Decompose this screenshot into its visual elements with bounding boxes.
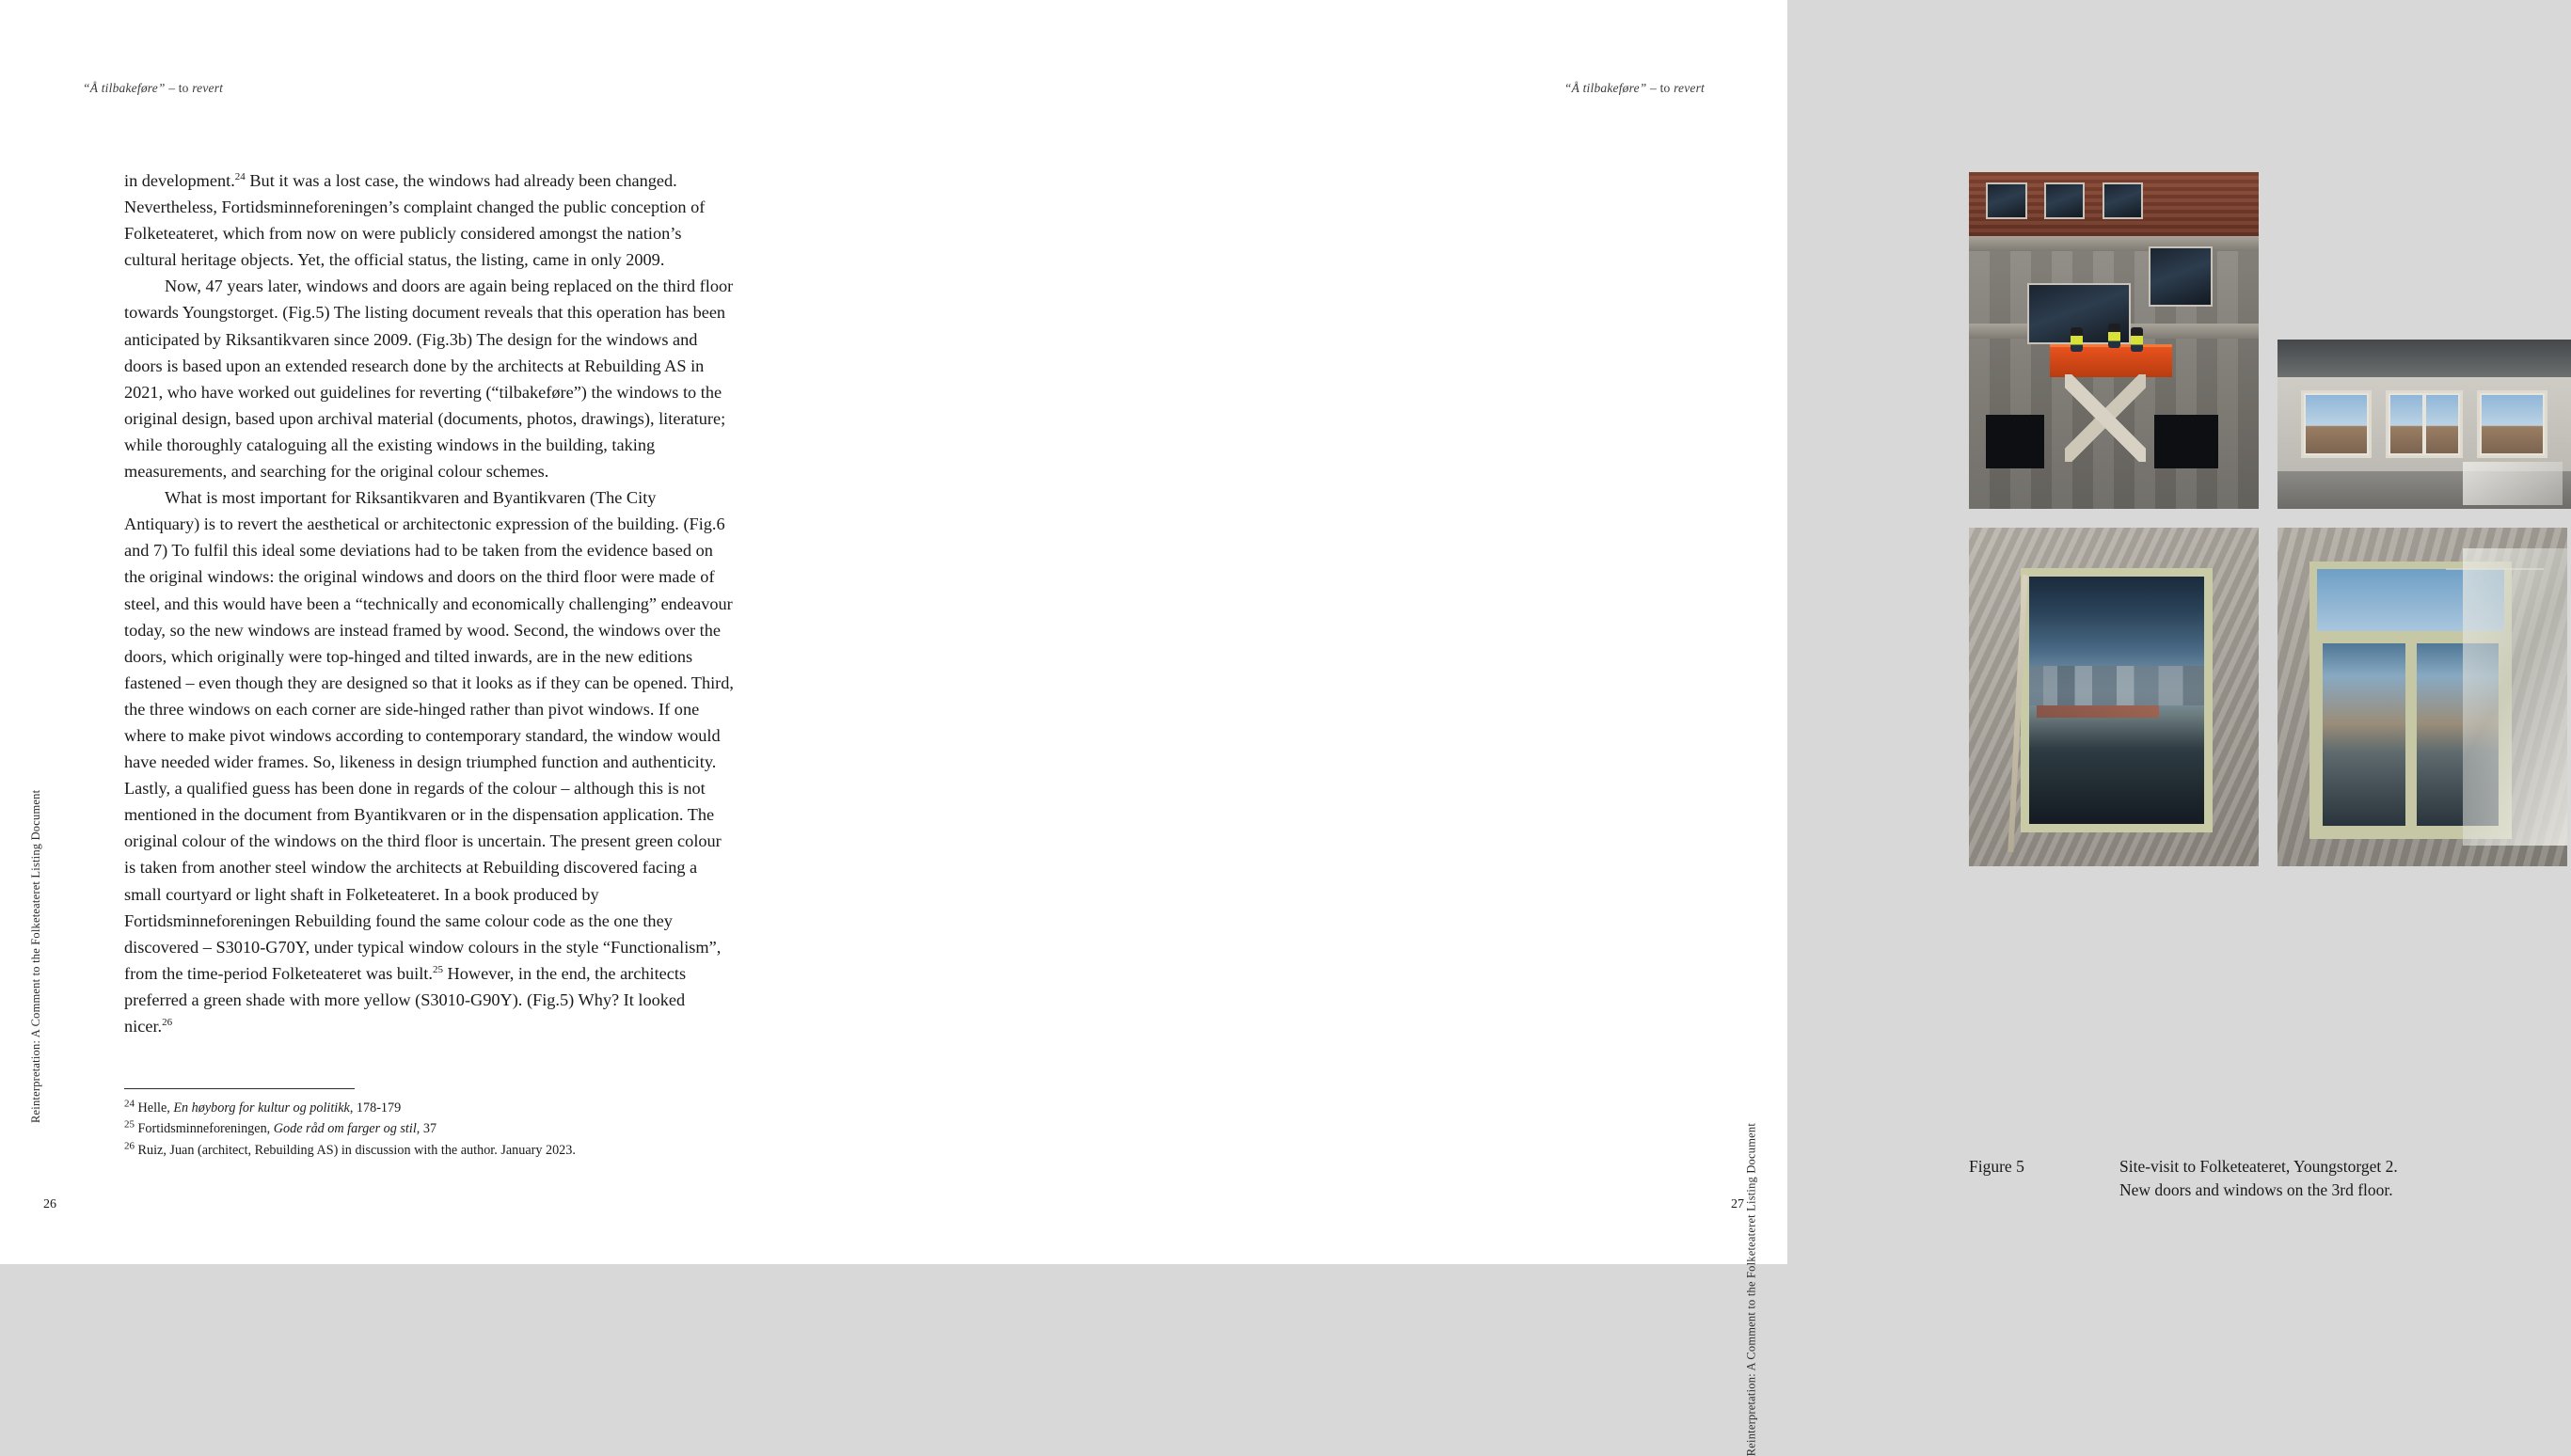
running-head-left [83, 81, 223, 96]
window-pane [2306, 395, 2367, 453]
footnote-rule [124, 1088, 355, 1089]
facade-window [2044, 182, 2085, 219]
running-head-left-quoted: “Å tilbakeføre” [83, 81, 166, 95]
footnotes [124, 1088, 734, 1163]
green-window-frame [2021, 568, 2212, 832]
running-head-left-dash: – to [165, 81, 193, 95]
running-head-left-italic: revert [192, 81, 224, 95]
figure-row-bottom [1969, 528, 2571, 866]
figure-caption-line-2: New doors and windows on the 3rd floor. [2119, 1180, 2393, 1199]
paragraph-3: What is most important for Riksantikvaren and Byantikvaren (The City Antiquary) is to revert the aesthetical or architectonic expression of the building. (Fig.6 and 7) To fulfil this ideal some deviations had to be taken from the evidence based on the original windows: the original windows and doors on the third floor were made of steel, and this would have been a “technically and economically challenging” endeavour today, so the new windows are instead framed by wood. Second, the windows over the doors, which originally were top-hinged and tilted inwards, are in the new editions fastened – even though they are designed so that it looks as if they can be opened. Third, the three windows on each corner are side-hinged rather than pivot windows. If one where to make pivot windows according to contemporary standard, the window would have needed wider frames. So, likeness in design triumphed function and authenticity. Lastly, a qualified guess has been done in regards of the colour – although this is not mentioned in the document from Byantikvaren or in the dispensation application. The original colour of the windows on the third floor is uncertain. The present green colour is taken from another steel window the architects at Rebuilding discovered facing a small courtyard or light shaft in Folketeateret. In a book produced by Fortidsminneforeningen Rebuilding found the same colour code as the one they discovered – S3010-G70Y, under typical window colours in the style “Functionalism”, from the time-period Folketeateret was built.$^{25}$ However, in the end, the architects preferred a green shade with more yellow (S3010-G90Y). (Fig.5) Why? It looked nicer.$^{26}$ [124, 488, 734, 1036]
facade-window [2103, 182, 2143, 219]
photo-facade-with-scissor-lift [1969, 172, 2259, 509]
protective-sheeting [2463, 462, 2563, 506]
interior-window [2301, 390, 2372, 458]
facade-window [2149, 246, 2213, 307]
door-leaf-left [2317, 638, 2411, 832]
footnote-25: $^{25}$ Fortidsminneforeningen, Gode råd om farger og stil, 37 [124, 1118, 437, 1136]
body-text-column [124, 167, 734, 1039]
paragraph-1: in development.$^{24}$ But it was a lost case, the windows had already been changed. Nevertheless, Fortidsminneforeningen’s complaint changed the public conception of Folketeateret, which from now on were publicly considered amongst the nation’s cultural heritage objects. Yet, the official status, the listing, came in only 2009. [124, 170, 706, 270]
window-pane [2482, 395, 2543, 453]
paragraph-2: Now, 47 years later, windows and doors are again being replaced on the third floor towards Youngstorget. (Fig.5) The listing document reveals that this operation has been anticipated by Riksantikvaren since 2009. (Fig.3b) The design for the windows and doors is based upon an extended research done by the architects at Rebuilding AS in 2021, who have worked out guidelines for reverting (“tilbakeføre”) the windows to the original design, based upon archival material (documents, photos, drawings), literature; while thoroughly cataloguing all the existing windows in the building, taking measurements, and searching for the original colour schemes. [124, 277, 734, 482]
window-pane [2390, 395, 2422, 453]
running-head-right-italic: revert [1674, 81, 1705, 95]
figure-5-photo-grid [1969, 172, 2571, 866]
ground-floor-opening [1986, 415, 2044, 468]
figure-caption-line-1: Site-visit to Folketeateret, Youngstorget 2. [2119, 1157, 2398, 1176]
figure-row-top [1969, 172, 2571, 509]
side-title-left: Reinterpretation: A Comment to the Folketeateret Listing Document [29, 789, 42, 1123]
side-title-right: Reinterpretation: A Comment to the Folketeateret Listing Document [1744, 1123, 1757, 1456]
footnote-24: $^{24}$ Helle, En høyborg for kultur og politikk, 178-179 [124, 1097, 402, 1116]
reflected-skyline [2029, 666, 2203, 705]
photo-interior-room-windows [2277, 340, 2571, 509]
figure-5-caption [1969, 1155, 2571, 1202]
interior-window [2477, 390, 2547, 458]
reflected-red-roofs [2037, 705, 2159, 718]
facade-cornice-band [1969, 236, 2259, 251]
worker-figure [2108, 324, 2120, 348]
ground-floor-opening [2154, 415, 2218, 468]
photo-new-doors-plastic-cover [2277, 528, 2567, 866]
right-page [894, 0, 2398, 1456]
page-number-left: 26 [43, 1197, 56, 1211]
running-head-right-dash: – to [1646, 81, 1674, 95]
scissor-lift-basket [2050, 344, 2171, 377]
scissor-lift-mechanism [2065, 374, 2146, 462]
ceiling [2277, 340, 2571, 377]
facade-window [1986, 182, 2026, 219]
running-head-right [1564, 81, 1705, 96]
window-pane [2426, 395, 2458, 453]
figure-caption-text [2119, 1155, 2398, 1202]
worker-figure [2131, 327, 2143, 352]
interior-window [2386, 390, 2462, 458]
figure-label: Figure 5 [1969, 1157, 2024, 1176]
footnote-26: $^{26}$ Ruiz, Juan (architect, Rebuilding AS) in discussion with the author. January 2023. [124, 1139, 576, 1158]
worker-figure [2071, 327, 2083, 352]
running-head-right-quoted: “Å tilbakeføre” [1563, 81, 1647, 95]
photo-large-window-reflection [1969, 528, 2259, 866]
protective-plastic [2463, 548, 2567, 847]
left-page [0, 0, 894, 1264]
page-number-right: 27 [1731, 1197, 1744, 1211]
